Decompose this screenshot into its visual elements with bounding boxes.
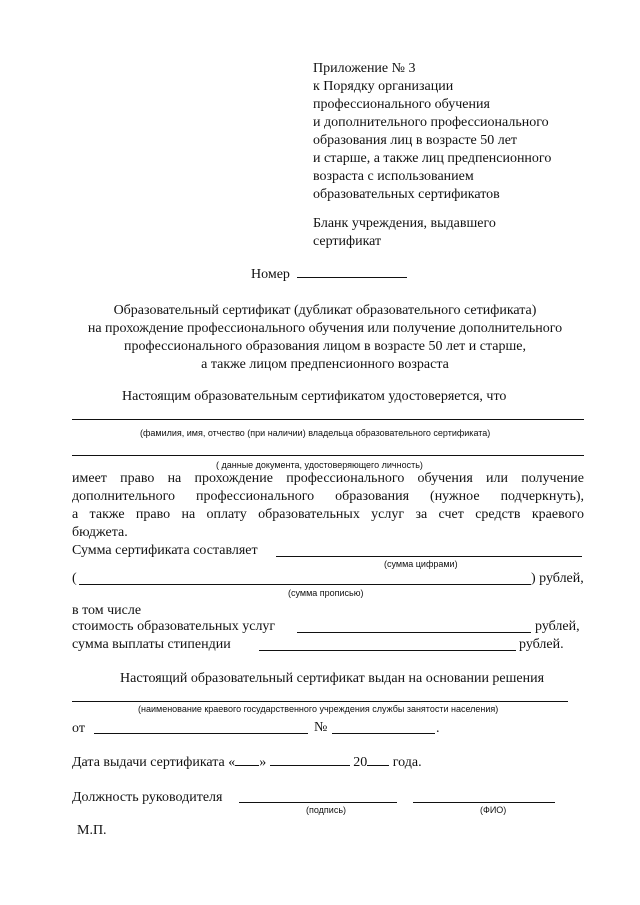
number-label: Номер [251,267,290,282]
header-line: Приложение № 3 [313,61,416,76]
number-row [251,266,407,284]
org-hint: (наименование краевого государственного учреждения службы занятости населения) [138,704,499,714]
sum-digits-hint: (сумма цифрами) [384,559,458,569]
header-line: и старше, а также лиц предпенсионного [313,151,552,166]
paren-open: ( [72,571,77,586]
stipend-line[interactable] [259,650,516,651]
sum-label: Сумма сертификата составляет [72,543,258,558]
header-line: возраста с использованием [313,169,474,184]
rights-line: а также право на оплату образовательных услуг за счет средств краевого [72,507,584,522]
document-line[interactable] [72,455,584,456]
sum-words-line[interactable] [79,584,531,585]
blank-line: сертификат [313,234,382,249]
signature-hint: (подпись) [306,805,347,815]
year-suffix: года. [392,755,422,770]
document-hint: ( данные документа, удостоверяющего личность) [216,460,423,470]
certificate-title [40,302,610,374]
title-line: а также лицом предпенсионного возраста [201,357,449,372]
title-line: на прохождение профессионального обучения или получение дополнительного [87,321,563,336]
header-line: образовательных сертификатов [313,187,500,202]
title-line: Образовательный сертификат (дубликат образовательного сетификата) [113,303,537,318]
decision-date-line[interactable] [94,733,308,734]
fio-hint: (фамилия, имя, отчество (при наличии) владельца образовательного сертификата) [140,428,491,438]
services-label: стоимость образовательных услуг [72,619,276,634]
header-line: к Порядку организации [313,79,454,94]
month-field[interactable] [270,765,350,766]
header-line: образования лиц в возрасте 50 лет [313,133,518,148]
rights-line: дополнительного профессионального образования (нужное подчеркнуть), [72,489,584,504]
rights-line: имеет право на прохождение профессионального обучения или получение [72,471,584,486]
services-line[interactable] [297,632,531,633]
header-line: профессионального обучения [313,97,490,112]
number-sign: № [314,720,328,735]
quote-close: » [259,755,267,770]
issued-basis-text: Настоящий образовательный сертификат выдан на основании решения [120,671,545,686]
including-label: в том числе [72,603,142,618]
org-line[interactable] [72,701,568,702]
decision-dot: . [436,721,440,736]
day-field[interactable] [235,765,259,766]
title-line: профессионального образования лицом в возрасте 50 лет и старше, [124,339,526,354]
from-label: от [72,721,85,736]
blank-line: Бланк учреждения, выдавшего [313,216,496,231]
rights-line: бюджета. [72,525,128,540]
services-unit: рублей, [535,619,580,634]
decision-number-line[interactable] [332,733,435,734]
issue-date-label: Дата выдачи сертификата « [72,755,236,770]
stipend-label: сумма выплаты стипендии [72,637,231,652]
year-field[interactable] [367,765,389,766]
fio-short-hint: (ФИО) [480,805,507,815]
rubles-label: ) рублей, [531,571,584,586]
stipend-unit: рублей. [519,637,564,652]
year-prefix: 20 [353,755,368,770]
issue-date-row [72,754,422,772]
fio-line[interactable] [72,419,584,420]
issuer-blank-note [313,215,496,251]
number-field[interactable] [297,277,407,278]
sum-digits-line[interactable] [276,556,582,557]
appendix-header [313,60,551,204]
certify-text: Настоящим образовательным сертификатом удостоверяется, что [122,389,507,404]
stamp-place: М.П. [77,823,107,838]
fio-short-line[interactable] [413,802,555,803]
header-line: и дополнительного профессионального [313,115,549,130]
signature-line[interactable] [239,802,397,803]
rights-paragraph [72,470,584,542]
position-label: Должность руководителя [72,790,223,805]
sum-words-hint: (сумма прописью) [288,588,364,598]
